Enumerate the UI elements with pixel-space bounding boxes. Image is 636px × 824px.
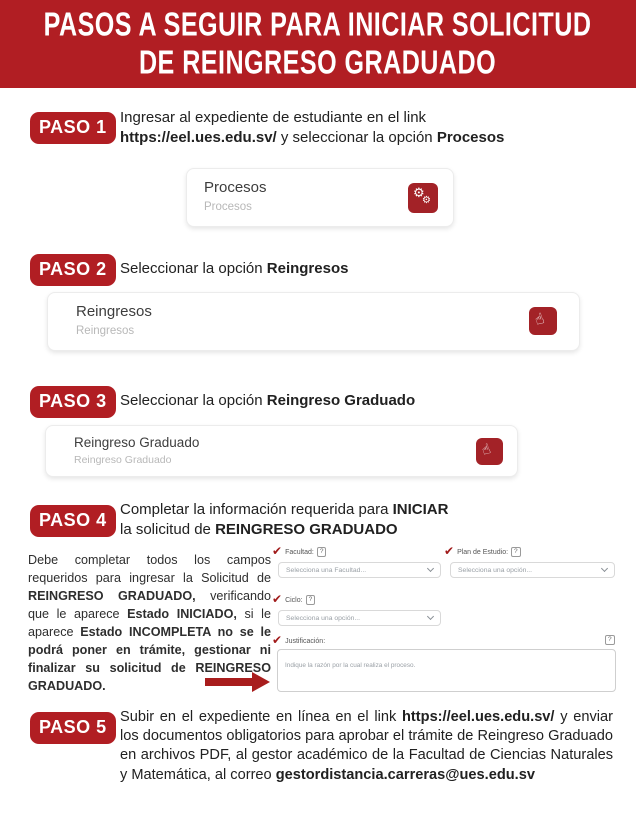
ciclo-label: Ciclo: bbox=[285, 596, 303, 604]
facultad-placeholder: Selecciona una Facultad... bbox=[286, 566, 367, 574]
reingresos-card[interactable] bbox=[47, 292, 580, 351]
plan-estudio-label-row bbox=[444, 544, 521, 558]
plan-estudio-select[interactable] bbox=[450, 562, 615, 578]
hand-pointer-icon: ☝ bbox=[532, 309, 547, 329]
justificacion-textarea[interactable] bbox=[277, 649, 616, 692]
paso-1-instruction: Ingresar al expediente de estudiante en el link https://eel.ues.edu.sv/ y seleccionar la opción Procesos bbox=[120, 109, 505, 146]
procesos-card-subtitle: Procesos bbox=[204, 201, 252, 213]
solicitud-form bbox=[272, 545, 618, 695]
justificacion-label-row bbox=[272, 633, 326, 647]
paso-3-instruction: Seleccionar la opción Reingreso Graduado bbox=[120, 392, 416, 409]
facultad-label-row bbox=[272, 544, 326, 558]
ciclo-label-row bbox=[272, 592, 315, 606]
paso-5-badge: PASO 5 bbox=[30, 712, 116, 744]
ciclo-select[interactable] bbox=[278, 610, 441, 626]
arrow-right-icon bbox=[205, 672, 271, 692]
paso-4-note: Debe completar todos los campos requeridos para ingresar la Solicitud de REINGRESO GRADUADO, verificando que le aparece Estado INICIADO, si le aparece Estado INCOMPLETA no se le podrá poner en trámite, gestionar ni finalizar su solicitud de REINGRESO GRADUADO. bbox=[28, 553, 272, 693]
gears-icon: ⚙ bbox=[413, 186, 425, 201]
justificacion-label: Justificación: bbox=[285, 637, 326, 645]
help-icon[interactable]: ? bbox=[605, 635, 615, 645]
page-title-line2: DE REINGRESO GRADUADO bbox=[139, 44, 497, 81]
reingreso-graduado-card[interactable] bbox=[45, 425, 518, 477]
hand-pointer-icon: ☝ bbox=[479, 441, 493, 459]
arrow-shaft bbox=[205, 678, 252, 686]
procesos-card-title: Procesos bbox=[204, 179, 267, 196]
reingreso-graduado-button[interactable] bbox=[476, 438, 503, 465]
help-icon[interactable]: ? bbox=[317, 547, 327, 557]
paso-3-badge: PASO 3 bbox=[30, 386, 116, 418]
check-icon: ✔ bbox=[272, 544, 283, 558]
paso-1-badge: PASO 1 bbox=[30, 112, 116, 144]
justificacion-placeholder: Indique la razón por la cual realiza el proceso. bbox=[285, 662, 416, 669]
paso-2-badge: PASO 2 bbox=[30, 254, 116, 286]
gears-icon: ⚙ bbox=[422, 195, 431, 206]
plan-estudio-label: Plan de Estudio: bbox=[457, 548, 509, 556]
procesos-button[interactable] bbox=[408, 183, 438, 213]
reingresos-card-subtitle: Reingresos bbox=[76, 325, 135, 337]
check-icon: ✔ bbox=[272, 592, 283, 606]
check-icon: ✔ bbox=[444, 544, 455, 558]
reingreso-graduado-card-title: Reingreso Graduado bbox=[74, 435, 200, 450]
header-banner bbox=[0, 0, 636, 88]
help-icon[interactable]: ? bbox=[511, 547, 521, 557]
reingreso-graduado-card-subtitle: Reingreso Graduado bbox=[74, 454, 172, 466]
procesos-card[interactable] bbox=[186, 168, 454, 227]
reingresos-button[interactable] bbox=[529, 307, 557, 335]
arrow-head bbox=[252, 672, 270, 692]
paso-4-badge: PASO 4 bbox=[30, 505, 116, 537]
page-title-line1: PASOS A SEGUIR PARA INICIAR SOLICITUD bbox=[44, 6, 592, 43]
plan-estudio-placeholder: Selecciona una opción... bbox=[458, 566, 533, 574]
reingresos-card-title: Reingresos bbox=[76, 303, 152, 320]
chevron-down-icon bbox=[601, 565, 608, 572]
facultad-select[interactable] bbox=[278, 562, 441, 578]
paso-5-instruction: Subir en el expediente en línea en el link https://eel.ues.edu.sv/ y enviar los documentos obligatorios para aprobar el trámite de Reingreso Graduado en archivos PDF, al gestor académico de la Facultad de Ciencias Naturales y Matemática, al correo gestordistancia.carreras@ues.edu.sv bbox=[120, 709, 613, 783]
paso-4-instruction: Completar la información requerida para INICIAR la solicitud de REINGRESO GRADUADO bbox=[120, 501, 449, 538]
chevron-down-icon bbox=[427, 565, 434, 572]
paso-2-instruction: Seleccionar la opción Reingresos bbox=[120, 260, 349, 277]
help-icon[interactable]: ? bbox=[306, 595, 316, 605]
ciclo-placeholder: Selecciona una opción... bbox=[286, 614, 361, 622]
check-icon: ✔ bbox=[272, 633, 283, 647]
facultad-label: Facultad: bbox=[285, 548, 314, 556]
page-title bbox=[44, 6, 592, 82]
chevron-down-icon bbox=[427, 613, 434, 620]
